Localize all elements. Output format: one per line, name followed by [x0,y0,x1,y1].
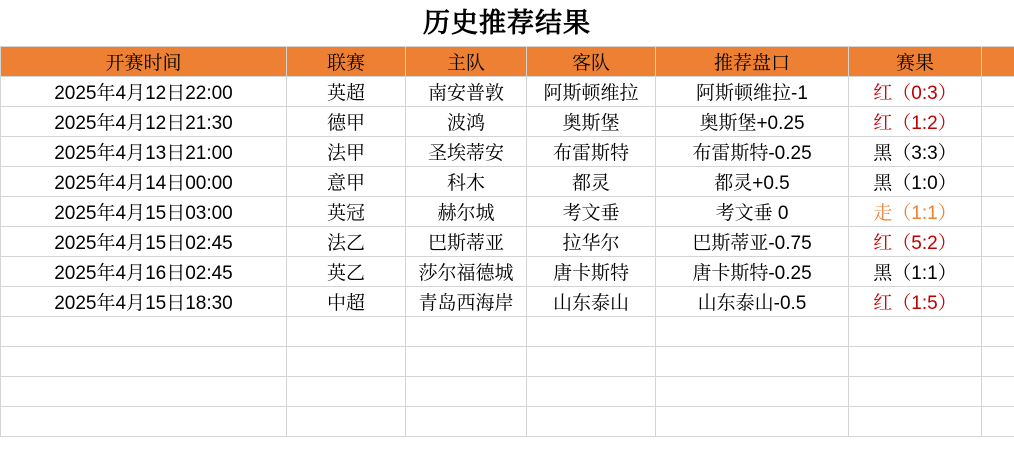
column-header-home-team[interactable]: 主队 [406,47,527,77]
cell-handicap: 山东泰山-0.5 [656,287,849,317]
table-body [1,77,1014,437]
table-header [1,47,1014,77]
table-row [1,257,1014,287]
cell-time: 2025年4月12日22:00 [1,77,287,107]
cell-empty [656,317,849,347]
history-results-table [0,46,1014,437]
cell-away-team: 拉华尔 [527,227,656,257]
cell-empty [527,377,656,407]
table-row [1,287,1014,317]
cell-empty [527,347,656,377]
cell-empty [1,317,287,347]
cell-empty [527,407,656,437]
cell-home-team: 南安普敦 [406,77,527,107]
cell-time: 2025年4月15日03:00 [1,197,287,227]
cell-empty [287,347,406,377]
table-row-empty [1,377,1014,407]
table-row-empty [1,407,1014,437]
cell-result: 走（1:1） [849,197,982,227]
cell-away-team: 奥斯堡 [527,107,656,137]
cell-spacer [982,197,1014,227]
cell-empty [849,377,982,407]
cell-home-team: 莎尔福德城 [406,257,527,287]
cell-away-team: 阿斯顿维拉 [527,77,656,107]
cell-league: 英乙 [287,257,406,287]
cell-spacer [982,107,1014,137]
cell-empty [1,407,287,437]
cell-league: 中超 [287,287,406,317]
cell-league: 德甲 [287,107,406,137]
cell-handicap: 考文垂 0 [656,197,849,227]
cell-time: 2025年4月14日00:00 [1,167,287,197]
cell-spacer [982,287,1014,317]
cell-away-team: 唐卡斯特 [527,257,656,287]
cell-empty [982,317,1014,347]
cell-empty [287,377,406,407]
column-header-spacer [982,47,1014,77]
cell-time: 2025年4月16日02:45 [1,257,287,287]
cell-empty [849,347,982,377]
cell-handicap: 奥斯堡+0.25 [656,107,849,137]
cell-spacer [982,227,1014,257]
cell-league: 法乙 [287,227,406,257]
cell-time: 2025年4月12日21:30 [1,107,287,137]
table-row [1,107,1014,137]
table-row [1,227,1014,257]
cell-empty [527,317,656,347]
cell-away-team: 山东泰山 [527,287,656,317]
cell-empty [982,347,1014,377]
cell-home-team: 科木 [406,167,527,197]
cell-empty [656,377,849,407]
cell-empty [406,317,527,347]
column-header-time[interactable]: 开赛时间 [1,47,287,77]
cell-spacer [982,137,1014,167]
column-header-away-team[interactable]: 客队 [527,47,656,77]
table-row [1,197,1014,227]
table-row [1,137,1014,167]
cell-league: 意甲 [287,167,406,197]
cell-empty [656,347,849,377]
table-row-empty [1,317,1014,347]
cell-league: 英超 [287,77,406,107]
cell-spacer [982,77,1014,107]
cell-away-team: 考文垂 [527,197,656,227]
page-title: 历史推荐结果 [423,8,591,38]
cell-empty [406,407,527,437]
cell-handicap: 唐卡斯特-0.25 [656,257,849,287]
table-header-row [1,47,1014,77]
cell-empty [982,377,1014,407]
cell-empty [656,407,849,437]
cell-home-team: 巴斯蒂亚 [406,227,527,257]
cell-away-team: 都灵 [527,167,656,197]
cell-empty [406,377,527,407]
cell-home-team: 赫尔城 [406,197,527,227]
cell-empty [1,347,287,377]
cell-result: 红（1:5） [849,287,982,317]
cell-time: 2025年4月15日18:30 [1,287,287,317]
table-row-empty [1,347,1014,377]
cell-spacer [982,167,1014,197]
cell-result: 黑（1:0） [849,167,982,197]
table-row [1,167,1014,197]
cell-handicap: 都灵+0.5 [656,167,849,197]
cell-empty [849,407,982,437]
column-header-league[interactable]: 联赛 [287,47,406,77]
cell-result: 黑（1:1） [849,257,982,287]
table-row [1,77,1014,107]
cell-result: 红（1:2） [849,107,982,137]
cell-result: 红（0:3） [849,77,982,107]
cell-empty [287,317,406,347]
cell-empty [849,317,982,347]
column-header-handicap[interactable]: 推荐盘口 [656,47,849,77]
column-header-result[interactable]: 赛果 [849,47,982,77]
cell-empty [406,347,527,377]
cell-empty [982,407,1014,437]
cell-league: 英冠 [287,197,406,227]
cell-away-team: 布雷斯特 [527,137,656,167]
cell-spacer [982,257,1014,287]
cell-handicap: 巴斯蒂亚-0.75 [656,227,849,257]
cell-result: 黑（3:3） [849,137,982,167]
cell-home-team: 波鸿 [406,107,527,137]
cell-home-team: 圣埃蒂安 [406,137,527,167]
cell-time: 2025年4月15日02:45 [1,227,287,257]
cell-result: 红（5:2） [849,227,982,257]
cell-time: 2025年4月13日21:00 [1,137,287,167]
cell-empty [287,407,406,437]
cell-home-team: 青岛西海岸 [406,287,527,317]
cell-empty [1,377,287,407]
cell-handicap: 阿斯顿维拉-1 [656,77,849,107]
cell-handicap: 布雷斯特-0.25 [656,137,849,167]
cell-league: 法甲 [287,137,406,167]
